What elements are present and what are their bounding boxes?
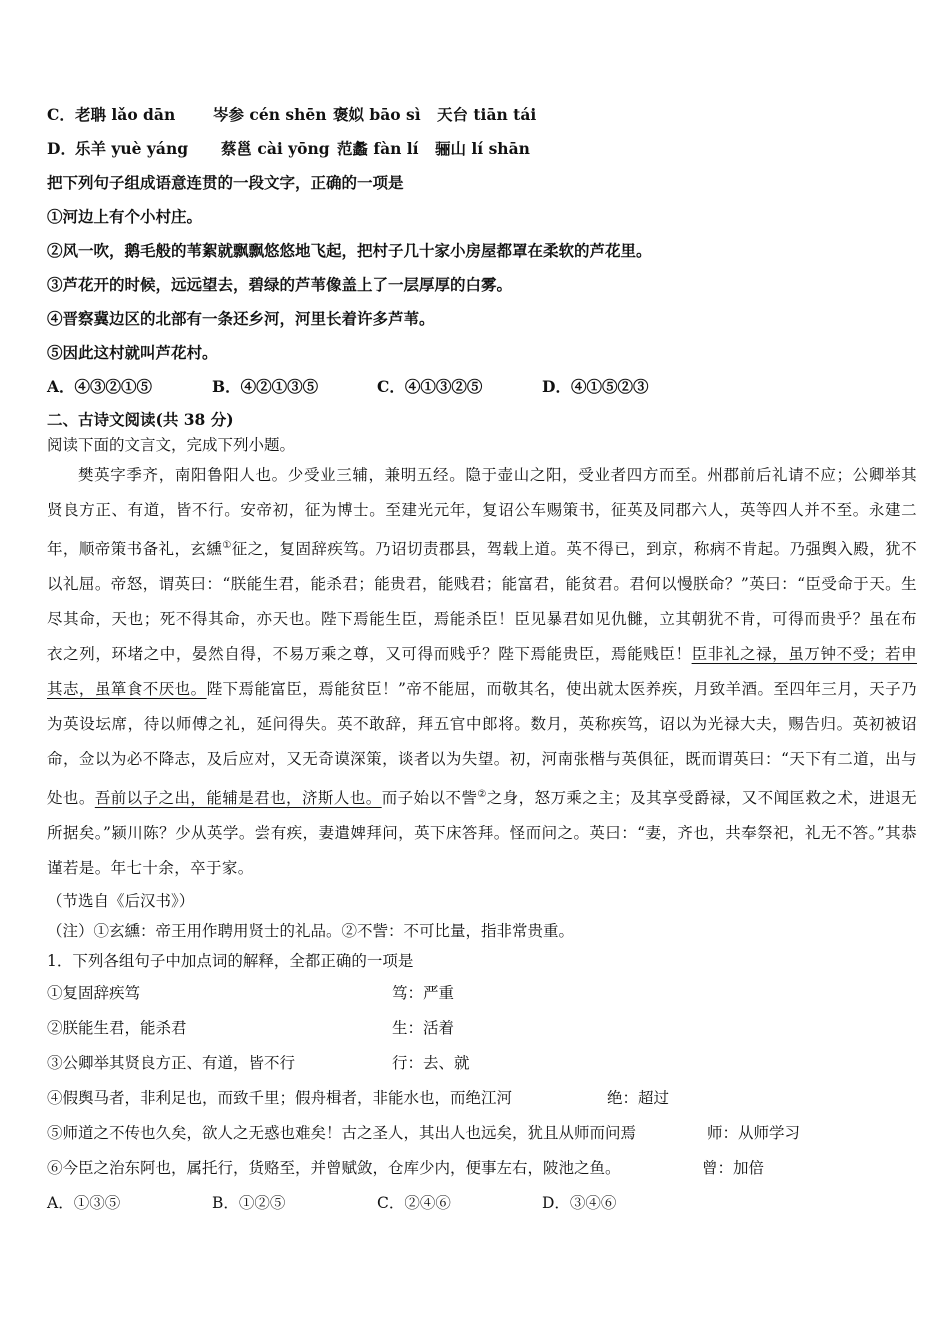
option-item: 乐羊 yuè yáng <box>75 139 189 158</box>
ordering-choices <box>47 370 917 404</box>
question-item <box>47 1011 917 1046</box>
ordering-question-prompt: 把下列句子组成语意连贯的一段文字，正确的一项是 <box>47 173 404 192</box>
question-1-choices <box>47 1186 917 1220</box>
option-item: 骊山 lí shān <box>435 139 530 158</box>
item-sentence: ②朕能生君，能杀君 <box>47 1019 187 1038</box>
item-sentence: ④假舆马者，非利足也，而致千里；假舟楫者，非能水也，而绝江河 <box>47 1089 513 1108</box>
question-item <box>47 1151 917 1186</box>
option-item: 岑参 cén shēn <box>213 105 327 124</box>
document-page <box>47 98 917 1220</box>
item-sentence: ⑤师道之不传也久矣，欲人之无惑也难矣！古之圣人，其出人也远矣，犹且从师而问焉 <box>47 1124 637 1143</box>
footnote-marker: ① <box>222 540 232 551</box>
ordering-sentence: ⑤因此这村就叫芦花村。 <box>47 343 218 362</box>
ordering-sentence: ①河边上有个小村庄。 <box>47 207 203 226</box>
choice-c: C．②④⑥ <box>377 1194 451 1213</box>
pinyin-option-c <box>47 98 917 132</box>
option-item: 天台 tiān tái <box>437 105 537 124</box>
item-sentence: ⑥今臣之治东阿也，属托行，货赂至，并曾赋敛，仓库少内，便事左右，陂池之鱼。 <box>47 1159 621 1178</box>
question-item <box>47 1081 917 1116</box>
choice-b: B．①②⑤ <box>212 1194 286 1213</box>
choice-b: B．④②①③⑤ <box>212 377 319 396</box>
option-item: 蔡邕 cài yōng <box>221 139 330 158</box>
section-instruction: 阅读下面的文言文，完成下列小题。 <box>47 436 296 454</box>
option-letter: C． <box>47 105 75 124</box>
item-gloss: 师：从师学习 <box>707 1124 801 1143</box>
choice-d: D．③④⑥ <box>542 1194 617 1213</box>
item-gloss: 行：去、就 <box>392 1054 470 1073</box>
ordering-sentence: ②风一吹，鹅毛般的苇絮就飘飘悠悠地飞起，把村子几十家小房屋都罩在柔软的芦花里。 <box>47 241 652 260</box>
ordering-sentence: ③芦花开的时候，远远望去，碧绿的芦苇像盖上了一层厚厚的白雾。 <box>47 275 513 294</box>
pinyin-option-d <box>47 132 917 166</box>
passage-source: （节选自《后汉书》） <box>47 892 195 911</box>
footnote-marker: ② <box>477 789 487 801</box>
choice-a: A．④③②①⑤ <box>47 377 153 396</box>
question-item <box>47 976 917 1011</box>
passage-text: 樊英字季齐，南阳鲁阳人也。少受业三辅，兼明五经。隐于壶山之阳，受业者四方而至。州郡前后礼请不应；公卿举其贤良方正、有道，皆不行。安帝初，征为博士。至建光元年，复诏公车赐策书，征英及同郡六人，英等四人并不至。永建二年，顺帝策书备礼，玄纁 <box>47 466 917 559</box>
option-item: 褒姒 bāo sì <box>333 105 421 124</box>
passage-footnote: （注）①玄纁：帝王用作聘用贤士的礼品。②不訾：不可比量，指非常贵重。 <box>47 922 575 941</box>
question-1-prompt: 1．下列各组句子中加点词的解释，全都正确的一项是 <box>47 952 414 971</box>
passage-text: 之身，怒万乘之主；及其享受爵禄，又不闻匡救之术，进退无所据矣。”颍川陈？少从英学。尝有疾，妻遣婢拜问，英下床答拜。怪而问之。英曰：“妻，齐也，共奉祭祀，礼无不答。”其恭谨若是。年七十余，卒于家。 <box>47 789 917 878</box>
passage-text: 陛下焉能富臣，焉能贫臣！”帝不能屈，而敬其名，使出就太医养疾，月致羊酒。至四年三月，天子乃为英设坛席，待以师傅之礼，延问得失。英不敢辞，拜五官中郎将。数月，英称疾笃，诏以为光禄大夫，赐告归。英初被诏命，佥以为必不降志，及后应对，又无奇谟深策，谈者以为失望。初，河南张楷与英俱征，既而谓英曰：“天下有二道，出与处也。 <box>47 680 917 808</box>
item-gloss: 生：活着 <box>392 1019 455 1038</box>
classical-passage <box>47 458 917 886</box>
ordering-sentence: ④晋察冀边区的北部有一条还乡河，河里长着许多芦苇。 <box>47 309 435 328</box>
item-sentence: ①复固辞疾笃 <box>47 984 141 1003</box>
underlined-sentence: 吾前以子之出，能辅是君也，济斯人也。 <box>94 789 382 808</box>
passage-text: 征之，复固辞疾笃。乃诏切责郡县，驾载上道。英不得已，到京，称病不肯起。乃强舆入殿，犹不以礼屈。帝怒，谓英曰：“朕能生君，能杀君；能贵君，能贱君；能富君，能贫君。君何以慢朕命？”英曰：“臣受命于天。生尽其命，天也；死不得其命，亦天也。陛下焉能生臣，焉能杀臣！臣见暴君如见仇雠，立其朝犹不肯，可得而贵乎？虽在布衣之列，环堵之中，晏然自得，不易万乘之尊，又可得而贱乎？陛下焉能贵臣，焉能贱臣！ <box>47 540 917 664</box>
question-item <box>47 1116 917 1151</box>
underlined-sentence: 臣非礼之禄，虽万钟不受；若申其志，虽箪食不厌也。 <box>47 645 917 699</box>
question-item <box>47 1046 917 1081</box>
option-item: 老聃 lǎo dān <box>75 105 176 124</box>
option-letter: D． <box>47 139 76 158</box>
item-gloss: 笃：严重 <box>392 984 455 1003</box>
item-gloss: 曾：加倍 <box>702 1159 765 1178</box>
choice-c: C．④①③②⑤ <box>377 377 483 396</box>
section-title: 二、古诗文阅读(共 38 分) <box>47 410 234 429</box>
passage-text: 而子始以不訾 <box>381 789 478 808</box>
choice-a: A．①③⑤ <box>47 1194 121 1213</box>
item-gloss: 绝：超过 <box>607 1089 670 1108</box>
choice-d: D．④①⑤②③ <box>542 377 649 396</box>
option-item: 范蠡 fàn lí <box>337 139 419 158</box>
item-sentence: ③公卿举其贤良方正、有道，皆不行 <box>47 1054 296 1073</box>
